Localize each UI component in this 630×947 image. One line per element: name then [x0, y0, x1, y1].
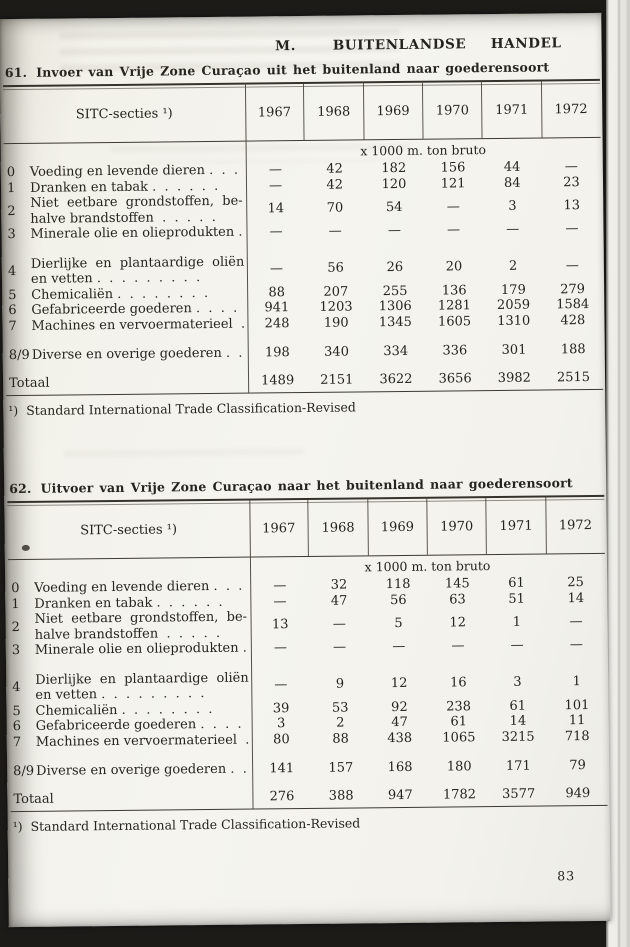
row-value: 16	[449, 675, 467, 691]
total-label: Totaal	[13, 791, 54, 807]
total-value: 3577	[502, 786, 536, 802]
row-value: 1310	[497, 313, 531, 329]
page-number: 83	[557, 868, 576, 884]
row-value: 88	[268, 284, 286, 300]
table-title	[3, 59, 600, 80]
row-value: 1345	[378, 314, 413, 330]
row-value: —	[269, 177, 283, 193]
row-label-line: Dierlijke en plantaardige oliën	[30, 254, 245, 272]
row-label-line: Niet eetbare grondstoffen, be-	[34, 609, 248, 627]
row-values	[252, 728, 607, 747]
row-label	[35, 670, 251, 703]
total-row	[10, 785, 607, 811]
table-number: 62.	[9, 480, 32, 497]
row-value: —	[565, 258, 579, 274]
row-value: 156	[440, 160, 466, 176]
total-values	[248, 369, 603, 388]
row-value: 14	[267, 200, 285, 217]
year-column-header: 1969	[367, 499, 427, 556]
row-label-line: Minerale olie en olieprodukten .	[30, 224, 243, 242]
row-value: 14	[567, 590, 585, 606]
row-value: 171	[505, 758, 531, 774]
table-number: 61.	[4, 64, 28, 81]
row-label-line: Machines en vervoermaterieel .	[31, 316, 246, 334]
row-value: 80	[273, 731, 290, 747]
row-value: 61	[509, 698, 527, 714]
row-values	[248, 342, 603, 361]
row-value: —	[387, 222, 401, 239]
row-value: 47	[330, 593, 348, 609]
row-value: 3215	[501, 729, 535, 745]
row-value: 61	[508, 575, 525, 591]
row-value: 12	[449, 615, 467, 631]
row-value: 53	[331, 700, 349, 716]
row-value: 336	[442, 343, 468, 359]
row-value: 5	[394, 615, 403, 631]
unit-note: x 1000 m. ton bruto	[364, 558, 491, 575]
row-code: 5	[8, 287, 17, 303]
ink-bleed-smudge	[64, 448, 304, 467]
row-value: 334	[383, 343, 409, 360]
table-title	[7, 475, 604, 496]
total-value: 3656	[438, 370, 472, 387]
row-value: 3	[277, 716, 286, 732]
total-values	[252, 785, 607, 804]
row-label-line: Gefabriceerde goederen . . . .	[31, 300, 238, 318]
row-value: 188	[560, 342, 586, 358]
row-code: 7	[12, 734, 22, 750]
row-values	[252, 758, 607, 777]
year-column-header: 1969	[363, 83, 423, 140]
table-row	[10, 758, 607, 780]
scanned-page	[0, 13, 611, 927]
row-value: 1203	[319, 299, 353, 315]
row-value: 255	[382, 283, 408, 299]
row-value: —	[451, 638, 465, 654]
row-value: 301	[501, 342, 527, 358]
row-value: 9	[335, 676, 345, 692]
row-value: 2	[508, 259, 518, 275]
row-value: 180	[446, 759, 472, 775]
row-label-line: Voeding en levende dieren . . .	[29, 162, 239, 180]
row-values	[246, 198, 601, 217]
row-label-line: Diverse en overige goederen . .	[36, 761, 247, 779]
row-values	[246, 221, 601, 240]
table-body	[8, 573, 607, 780]
row-value: 428	[560, 312, 586, 328]
year-column-header: 1972	[541, 81, 601, 138]
row-label-line: halve brandstoffen . . . . .	[30, 209, 216, 227]
year-column-header: 1968	[308, 499, 368, 556]
row-value: 51	[508, 591, 525, 607]
row-value: 14	[509, 713, 527, 729]
row-code: 1	[6, 180, 16, 196]
row-value: 198	[264, 345, 290, 361]
total-value: 2515	[556, 369, 591, 385]
table-title-text: Invoer van Vrije Zone Curaçao uit het buitenland naar goederensoort	[36, 59, 550, 80]
year-column-header: 1968	[303, 83, 363, 140]
row-value: 120	[381, 176, 407, 192]
table-frame	[7, 495, 607, 812]
row-label	[35, 641, 251, 659]
row-value: 438	[387, 730, 413, 746]
row-value: —	[273, 593, 287, 609]
row-value: 2059	[496, 297, 531, 313]
row-value: —	[506, 221, 520, 237]
row-value: 44	[503, 159, 521, 175]
row-value: 179	[500, 282, 526, 298]
row-value: 238	[446, 698, 472, 715]
row-values	[251, 614, 606, 633]
row-code: 8/9	[13, 763, 35, 780]
year-column-header: 1972	[545, 497, 605, 554]
row-value: 61	[450, 714, 468, 730]
row-code: 7	[8, 318, 17, 334]
row-label-line: Dranken en tabak . . . . . .	[34, 594, 223, 612]
row-values	[247, 258, 602, 277]
row-value: 141	[269, 761, 295, 777]
table-title-text: Uitvoer van Vrije Zone Curaçao naar het buitenland naar goederensoort	[40, 475, 573, 496]
stub-header: SITC-secties ¹)	[80, 521, 178, 538]
table-frame	[3, 79, 603, 396]
row-code: 2	[7, 203, 16, 219]
table-61-invoer	[3, 59, 604, 418]
row-code: 1	[11, 596, 20, 612]
year-column-header: 1970	[422, 82, 482, 139]
row-label-line: Machines en vervoermaterieel .	[35, 732, 250, 750]
year-column-header: 1970	[426, 498, 486, 555]
row-value: —	[510, 637, 524, 653]
row-value: —	[447, 222, 461, 238]
row-value: 121	[440, 175, 466, 192]
row-code: 6	[8, 303, 17, 319]
row-value: —	[332, 616, 346, 632]
adjacent-page-edge	[606, 0, 630, 947]
row-value: 56	[389, 592, 407, 608]
total-row	[6, 369, 603, 395]
row-value: 190	[323, 315, 349, 331]
row-label-line: Diverse en overige goederen . .	[31, 345, 243, 363]
row-values	[247, 312, 602, 331]
row-value: 3	[513, 674, 522, 691]
total-value: 949	[565, 785, 591, 801]
row-code: 6	[12, 718, 22, 735]
row-code: 2	[11, 619, 20, 635]
row-label-line: Voeding en levende dieren . . .	[34, 578, 243, 596]
row-value: 3	[508, 198, 517, 214]
row-value: 1584	[556, 297, 590, 313]
row-value: 207	[323, 284, 349, 300]
total-value: 947	[387, 787, 413, 803]
footnote: ¹) Standard International Trade Classification-Revised	[12, 815, 361, 835]
row-label	[34, 610, 250, 643]
row-value: 1306	[378, 298, 412, 315]
row-label-line: halve brandstoffen . . . . .	[34, 625, 221, 643]
row-label-line: Chemicaliën . . . . . . . .	[31, 285, 209, 303]
row-label-line: Gefabriceerde goederen . . . .	[35, 716, 242, 734]
row-label-line: Niet eetbare grondstoffen, be-	[30, 193, 243, 211]
row-value: 26	[386, 260, 404, 276]
row-value: —	[569, 613, 583, 629]
row-code: 8/9	[8, 347, 30, 364]
row-value: 92	[391, 699, 408, 715]
table-body	[4, 157, 603, 364]
row-value: 20	[445, 259, 463, 275]
row-value: 11	[568, 713, 586, 729]
total-value: 276	[269, 788, 295, 804]
footnote: ¹) Standard International Trade Classification-Revised	[8, 399, 356, 419]
row-label-line: Minerale olie en olieprodukten .	[34, 640, 247, 658]
row-value: 1605	[437, 313, 472, 330]
year-column-header: 1967	[257, 104, 292, 120]
row-value: 248	[264, 315, 290, 331]
year-column-header: 1971	[481, 82, 541, 139]
row-value: 1	[512, 614, 522, 630]
row-label-line: en vetten . . . . . . . . .	[35, 686, 205, 703]
total-value: 1489	[261, 372, 295, 388]
row-value: 145	[444, 576, 470, 592]
row-code: 3	[7, 227, 16, 243]
row-value: —	[269, 224, 283, 240]
row-value: —	[268, 162, 283, 178]
row-value: 12	[390, 676, 408, 692]
row-value: 1281	[437, 298, 472, 314]
table-62-uitvoer	[7, 475, 608, 834]
row-value: 25	[567, 575, 584, 591]
row-value: 1	[572, 674, 581, 690]
row-value: 47	[391, 714, 408, 731]
row-label	[30, 194, 246, 227]
row-label	[36, 762, 252, 780]
row-code: 5	[12, 703, 21, 719]
row-code: 4	[7, 264, 17, 280]
row-label-line: Chemicaliën . . . . . . . .	[35, 701, 213, 719]
row-label	[36, 732, 252, 750]
row-value: 42	[326, 161, 343, 177]
row-value: 63	[449, 591, 466, 607]
row-value: —	[273, 640, 288, 656]
row-value: 340	[324, 344, 350, 360]
row-code: 4	[12, 680, 21, 696]
row-value: —	[392, 638, 406, 655]
row-value: 279	[560, 281, 586, 297]
total-value: 1782	[442, 786, 477, 803]
row-value: 157	[328, 760, 354, 776]
row-value: —	[269, 261, 284, 277]
stub-header: SITC-secties ¹)	[75, 105, 173, 122]
year-column-header: 1967	[262, 520, 296, 536]
row-value: 118	[385, 576, 411, 593]
row-value: 23	[563, 174, 580, 190]
row-code: 0	[11, 580, 20, 597]
row-value: 168	[387, 759, 413, 776]
row-value: 1065	[442, 729, 476, 746]
row-value: —	[569, 637, 583, 653]
row-value: 70	[326, 200, 344, 216]
table-row	[6, 342, 603, 364]
row-value: —	[333, 639, 347, 655]
row-value: 56	[327, 260, 345, 277]
row-code: 3	[11, 642, 21, 659]
row-value: 54	[385, 199, 403, 215]
row-value: 13	[271, 616, 289, 633]
row-value: —	[273, 578, 287, 594]
row-value: 42	[326, 177, 344, 193]
row-value: 941	[264, 300, 290, 316]
row-label	[32, 346, 248, 364]
row-value: —	[565, 221, 579, 237]
row-value: 2	[336, 715, 345, 731]
total-value: 3982	[497, 370, 531, 386]
row-value: —	[328, 223, 342, 239]
year-column-header: 1971	[486, 497, 546, 554]
total-label: Totaal	[8, 375, 50, 391]
unit-note: x 1000 m. ton bruto	[360, 142, 487, 159]
table-header-row	[3, 81, 601, 144]
row-label-line: Dranken en tabak . . . . . .	[29, 178, 219, 196]
row-value: 136	[441, 282, 467, 299]
row-label-line: en vetten . . . . . . . . .	[30, 270, 201, 287]
row-label-line: Dierlijke en plantaardige oliën	[35, 670, 249, 688]
row-value: 182	[381, 160, 407, 177]
row-value: 101	[564, 697, 590, 713]
row-values	[251, 674, 606, 693]
row-label	[31, 254, 247, 287]
row-value: 13	[563, 197, 581, 214]
row-value: 718	[564, 728, 590, 744]
row-value: —	[274, 677, 288, 693]
total-value: 3622	[379, 371, 413, 387]
row-value: 88	[332, 731, 349, 747]
table-header-row	[7, 497, 605, 560]
row-value: 84	[503, 175, 521, 191]
row-value: 79	[569, 758, 586, 774]
row-value: —	[446, 199, 460, 215]
total-value: 388	[328, 788, 354, 804]
row-code: 0	[6, 165, 16, 181]
row-value: 32	[330, 577, 348, 593]
row-label	[30, 225, 246, 243]
section-header: M. BUITENLANDSE HANDEL	[275, 35, 562, 55]
row-values	[251, 637, 606, 656]
row-value: —	[564, 159, 578, 175]
row-value: 39	[272, 700, 290, 716]
total-value: 2151	[320, 371, 354, 388]
row-label	[31, 316, 247, 334]
